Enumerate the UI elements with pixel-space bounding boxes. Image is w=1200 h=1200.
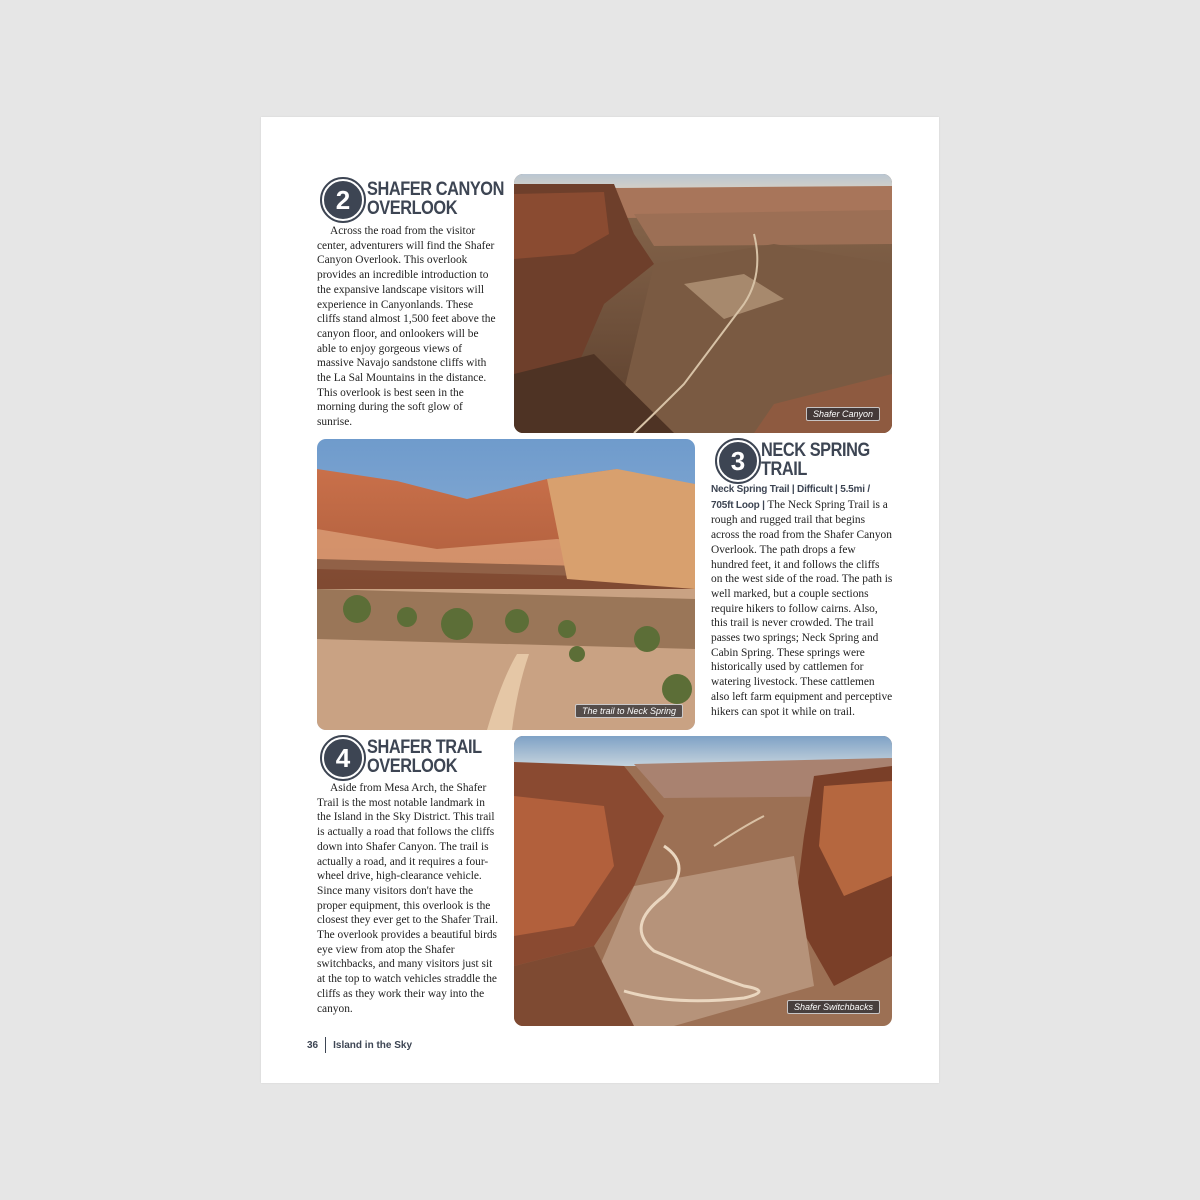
photo-caption: The trail to Neck Spring <box>575 704 683 718</box>
section-number-badge <box>717 440 759 482</box>
photo-shafer-canyon <box>514 174 892 433</box>
page-footer <box>307 1037 412 1053</box>
section-title-line1: SHAFER CANYON <box>367 179 504 200</box>
section-title-line2: TRAIL <box>761 459 807 480</box>
section-body-text: The Neck Spring Trail is a rough and rugged trail that begins across the road from the Shafer Canyon Overlook. The path drops a few hundred feet, it and follows the cliffs on the west side of the road. The path is well marked, but a couple sections require hikers to follow cairns. Also, this trail is never crowded. The trail passes two springs; Neck Spring and Cabin Spring. These springs were historically used by cattlemen for watering livestock. These cattlemen also left farm equipment and perceptive hikers can spot it while on trail. <box>711 498 893 718</box>
section-number-badge <box>322 179 364 221</box>
section-body <box>317 781 499 1016</box>
section-body-text: Aside from Mesa Arch, the Shafer Trail is the most notable landmark in the Island in the Sky District. This trail is actually a road that follows the cliffs down into Shafer Canyon. The trail is actually a road, and it requires a four-wheel drive, high-clearance vehicle. Since many visitors don't have the proper equipment, this overlook is the closest they ever get to the Shafer Trail. The overlook provides a beautiful birds eye view from atop the Shafer switchbacks, and many visitors just sit at the top to watch vehicles straddle the cliffs as they work their way into the canyon. <box>317 782 498 1015</box>
magazine-page <box>261 117 939 1083</box>
section-number: 3 <box>730 446 746 476</box>
section-body-text: Across the road from the visitor center, adventurers will find the Shafer Canyon Overlook. This overlook provides an incredible introduction to the expansive landscape visitors will experience in Canyonlands. These cliffs stand almost 1,500 feet above the canyon floor, and onlookers will be able to enjoy gorgeous views of massive Navajo sandstone cliffs with the La Sal Mountains in the distance. This overlook is best seen in the morning during the soft glow of sunrise. <box>317 225 496 429</box>
section-body <box>317 224 497 430</box>
trail-meta: Neck Spring Trail | Difficult | 5.5mi / 705ft Loop | <box>711 484 870 511</box>
section-title-line1: SHAFER TRAIL <box>367 737 482 758</box>
section-number: 4 <box>335 743 351 773</box>
switchbacks-photo-illustration <box>514 736 892 1026</box>
trail-photo-illustration <box>317 439 695 730</box>
section-title <box>761 441 870 479</box>
section-title-line2: OVERLOOK <box>367 756 458 777</box>
footer-divider <box>325 1037 326 1053</box>
section-title <box>367 738 482 776</box>
section-title-line2: OVERLOOK <box>367 198 458 219</box>
section-number-badge <box>322 737 364 779</box>
section-title-line1: NECK SPRING <box>761 440 870 461</box>
section-number: 2 <box>335 185 351 215</box>
chapter-name: Island in the Sky <box>333 1039 413 1051</box>
section-body <box>711 482 893 719</box>
section-title <box>367 180 504 218</box>
photo-caption: Shafer Switchbacks <box>787 1000 880 1014</box>
photo-caption: Shafer Canyon <box>806 407 880 421</box>
canyon-photo-illustration <box>514 174 892 433</box>
page-number: 36 <box>307 1039 319 1051</box>
photo-neck-spring <box>317 439 695 730</box>
photo-shafer-switchbacks <box>514 736 892 1026</box>
